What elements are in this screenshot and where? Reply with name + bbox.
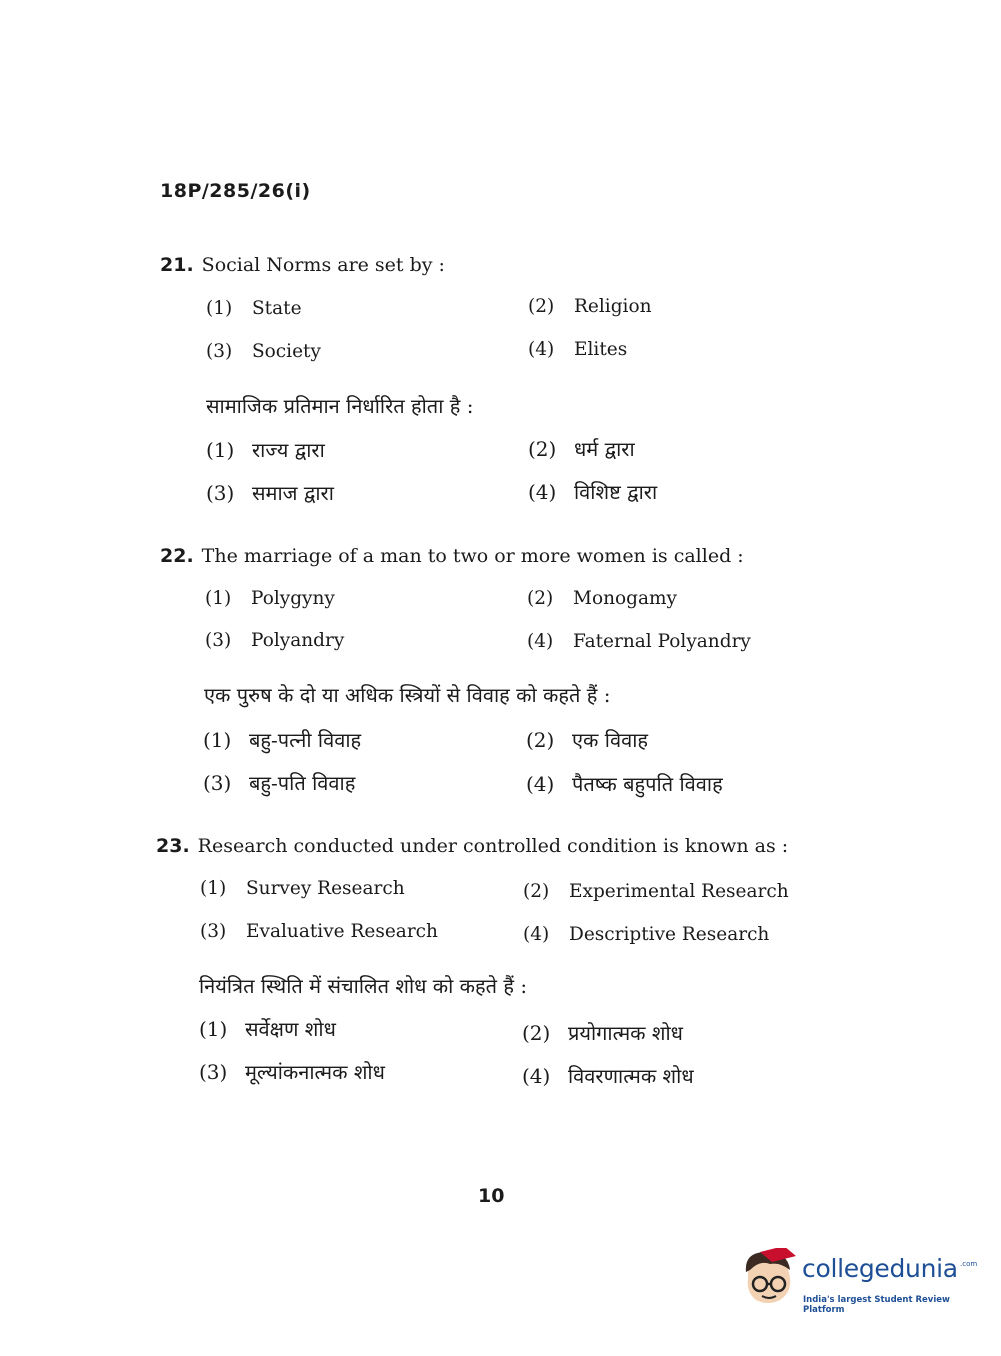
question-number: 23. <box>156 835 190 857</box>
option-2-en: (2) Experimental Research <box>523 881 789 902</box>
option-3-hi: (3) समाज द्वारा <box>206 481 334 505</box>
question-number: 22. <box>160 545 194 567</box>
question-stem-en <box>160 545 744 567</box>
question-text: Research conducted under controlled condition is known as : <box>197 835 789 857</box>
option-2-hi: (2) एक विवाह <box>526 728 648 752</box>
question-stem-hi: एक पुरुष के दो या अधिक स्त्रियों से विवाह को कहते हैं : <box>204 683 611 707</box>
option-1-hi: (1) सर्वेक्षण शोध <box>199 1017 336 1041</box>
paper-code: 18P/285/26(i) <box>160 180 311 202</box>
question-number: 21. <box>160 254 194 276</box>
option-4-hi: (4) विवरणात्मक शोध <box>522 1064 694 1088</box>
page-number: 10 <box>478 1185 505 1207</box>
question-stem-en <box>160 254 445 276</box>
brand-name: collegedunia <box>802 1254 958 1283</box>
option-4-en: (4) Elites <box>528 339 628 360</box>
brand-tagline: India's largest Student Review Platform <box>803 1295 950 1315</box>
brand-suffix: .com <box>960 1260 978 1268</box>
option-2-en: (2) Monogamy <box>527 588 677 609</box>
option-1-en: (1) Polygyny <box>205 588 335 609</box>
question-stem-hi: सामाजिक प्रतिमान निर्धारित होता है : <box>206 394 474 418</box>
question-text: Social Norms are set by : <box>201 254 445 276</box>
option-3-en: (3) Evaluative Research <box>200 921 438 942</box>
option-4-hi: (4) विशिष्ट द्वारा <box>528 480 658 504</box>
question-stem-hi: नियंत्रित स्थिति में संचालित शोध को कहते हैं : <box>199 974 528 998</box>
collegedunia-watermark <box>740 1248 978 1318</box>
option-3-hi: (3) बहु-पति विवाह <box>203 771 356 795</box>
question-text: The marriage of a man to two or more women is called : <box>201 545 744 567</box>
option-1-en: (1) Survey Research <box>200 878 405 899</box>
option-4-en: (4) Descriptive Research <box>523 924 770 945</box>
option-2-hi: (2) प्रयोगात्मक शोध <box>522 1021 683 1045</box>
option-3-en: (3) Polyandry <box>205 630 345 651</box>
option-4-hi: (4) पैतष्क बहुपति विवाह <box>526 772 723 796</box>
option-3-en: (3) Society <box>206 341 321 362</box>
option-2-hi: (2) धर्म द्वारा <box>528 437 635 461</box>
option-4-en: (4) Faternal Polyandry <box>527 631 751 652</box>
option-2-en: (2) Religion <box>528 296 652 317</box>
option-1-en: (1) State <box>206 298 302 319</box>
question-stem-en <box>156 835 788 857</box>
option-3-hi: (3) मूल्यांकनात्मक शोध <box>199 1060 385 1084</box>
option-1-hi: (1) बहु-पत्नी विवाह <box>203 728 362 752</box>
mascot-icon <box>740 1248 800 1312</box>
option-1-hi: (1) राज्य द्वारा <box>206 438 325 462</box>
